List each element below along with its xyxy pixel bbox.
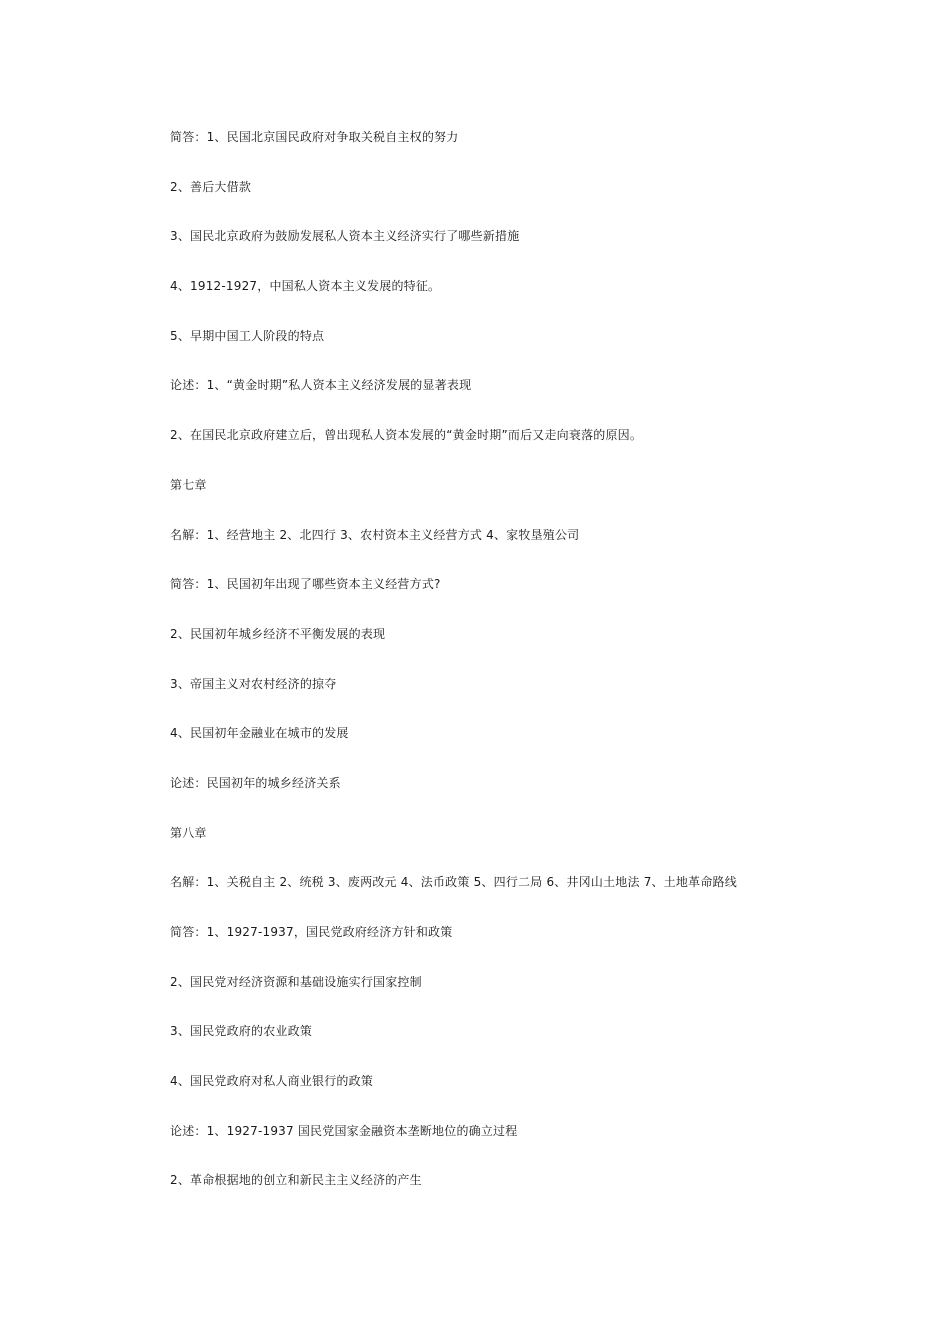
question-line: 2、革命根据地的创立和新民主主义经济的产生 bbox=[170, 1173, 422, 1188]
question-line: 2、在国民北京政府建立后，曾出现私人资本发展的“黄金时期”而后又走向衰落的原因。 bbox=[170, 428, 643, 443]
chapter-heading: 第七章 bbox=[170, 477, 207, 492]
question-line: 2、善后大借款 bbox=[170, 179, 252, 194]
question-line: 论述：民国初年的城乡经济关系 bbox=[170, 775, 341, 790]
question-line: 论述：1、“黄金时期”私人资本主义经济发展的显著表现 bbox=[170, 378, 472, 393]
question-line: 4、民国初年金融业在城市的发展 bbox=[170, 726, 349, 741]
question-line: 简答：1、民国初年出现了哪些资本主义经营方式? bbox=[170, 577, 441, 592]
document-body bbox=[170, 126, 870, 1219]
chapter-heading: 第八章 bbox=[170, 825, 207, 840]
question-line: 2、民国初年城乡经济不平衡发展的表现 bbox=[170, 626, 386, 641]
question-line: 5、早期中国工人阶段的特点 bbox=[170, 328, 325, 343]
question-line: 3、帝国主义对农村经济的掠夺 bbox=[170, 676, 337, 691]
question-line: 名解：1、经营地主 2、北四行 3、农村资本主义经营方式 4、家牧垦殖公司 bbox=[170, 527, 580, 542]
question-line: 简答：1、1927-1937，国民党政府经济方针和政策 bbox=[170, 925, 453, 939]
question-line: 3、国民党政府的农业政策 bbox=[170, 1024, 313, 1039]
question-line: 简答：1、民国北京国民政府对争取关税自主权的努力 bbox=[170, 130, 459, 144]
question-line: 4、国民党政府对私人商业银行的政策 bbox=[170, 1074, 374, 1089]
question-line: 论述：1、1927-1937 国民党国家金融资本垄断地位的确立过程 bbox=[170, 1123, 518, 1138]
question-line: 4、1912-1927，中国私人资本主义发展的特征。 bbox=[170, 279, 441, 294]
question-line: 3、国民北京政府为鼓励发展私人资本主义经济实行了哪些新措施 bbox=[170, 229, 520, 244]
question-line: 2、国民党对经济资源和基础设施实行国家控制 bbox=[170, 974, 422, 989]
question-line: 名解：1、关税自主 2、统税 3、废两改元 4、法币政策 5、四行二局 6、井冈山土地法 7、土地革命路线 bbox=[170, 875, 737, 890]
